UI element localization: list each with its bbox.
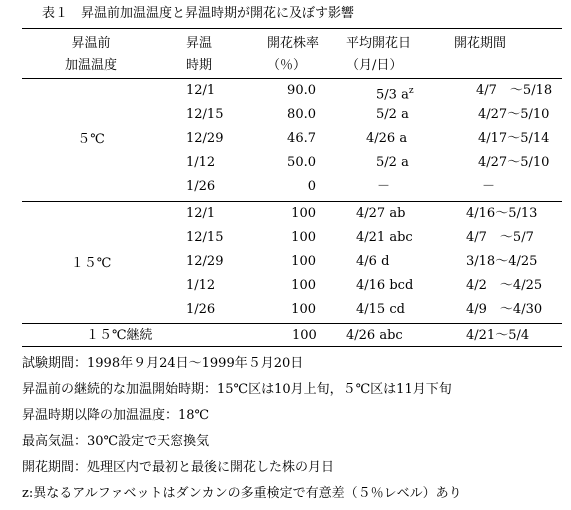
- header-period-line2: 時期: [186, 58, 213, 73]
- cell-rate: 50.0: [287, 155, 316, 170]
- cell-date: [366, 131, 407, 147]
- cell-significance: d: [381, 254, 390, 269]
- cell-date-value: 4/16: [356, 278, 386, 293]
- cell-date-value: 5/2: [376, 155, 397, 170]
- cell-date-value: 4/26: [346, 328, 376, 343]
- header-date-line2: （月/日）: [346, 58, 403, 73]
- cell-period: 12/29: [186, 254, 224, 269]
- cell-date-value: 4/26: [366, 131, 396, 146]
- cell-date: [356, 302, 405, 318]
- cell-significance: abc: [379, 328, 403, 343]
- header-date-line1: 平均開花日: [346, 36, 412, 51]
- cell-rate: 0: [307, 179, 316, 194]
- note-max-temp: 最高気温：30℃設定で天窓換気: [22, 434, 210, 449]
- header-rate-line2: （％）: [267, 58, 307, 73]
- header-rule: [22, 78, 562, 79]
- cell-period: 1/26: [186, 179, 216, 194]
- cell-range: 4/7 ～5/7: [466, 230, 534, 245]
- cell-period: 12/1: [186, 206, 216, 221]
- cell-date: [356, 278, 413, 294]
- cell-significance: bcd: [389, 278, 414, 293]
- cell-date-value: 4/21: [356, 230, 386, 245]
- cell-period: 12/15: [186, 230, 224, 245]
- header-temp-line2: 加温温度: [64, 58, 117, 73]
- cell-date: [356, 230, 413, 246]
- cell-date: [356, 206, 405, 222]
- cell-significance: a: [401, 107, 409, 122]
- cell-date: [376, 107, 409, 123]
- group-rule: [22, 323, 562, 324]
- cell-significance: cd: [389, 302, 405, 317]
- cell-significance: a: [399, 131, 408, 146]
- cell-footnote-mark: z: [408, 86, 414, 96]
- cell-range: 4/16～5/13: [466, 206, 538, 221]
- cell-date-value: －: [377, 179, 391, 194]
- cell-period: 12/1: [186, 83, 216, 98]
- note-significance: z:異なるアルファベットはダンカンの多重検定で有意差（５％レベル）あり: [22, 486, 462, 501]
- cell-range: 4/27～5/10: [478, 155, 550, 170]
- cell-date: [376, 83, 414, 103]
- table-title: 表１ 昇温前加温温度と昇温時期が開花に及ぼす影響: [42, 6, 355, 21]
- cell-significance: a: [401, 87, 409, 103]
- cell-rate: 100: [291, 254, 316, 269]
- cell-range: －: [482, 179, 496, 194]
- cell-period: 12/29: [186, 131, 224, 146]
- group-rule: [22, 201, 562, 202]
- cell-significance: a: [401, 155, 409, 170]
- cell-rate: 100: [291, 302, 316, 317]
- cell-range: 4/17～5/14: [478, 131, 550, 146]
- cell-significance: ab: [389, 206, 406, 221]
- cell-range: 4/21～5/4: [466, 328, 530, 343]
- table-top-rule: [22, 28, 562, 29]
- cell-range: 4/27～5/10: [478, 107, 550, 122]
- header-temp-line1: 昇温前: [71, 36, 111, 51]
- cell-rate: 100: [291, 206, 316, 221]
- note-heating-start: 昇温前の継続的な加温開始時期：15℃区は10月上旬，５℃区は11月下旬: [22, 382, 452, 397]
- cell-period: 1/12: [186, 278, 216, 293]
- cell-range: 3/18～4/25: [466, 254, 538, 269]
- cell-date-value: 4/27: [356, 206, 386, 221]
- cell-rate: 100: [291, 278, 316, 293]
- cell-date-value: 4/6: [356, 254, 377, 269]
- header-rate-line1: 開花株率: [267, 36, 320, 51]
- group-label: ５℃: [77, 132, 105, 147]
- cell-period: 1/26: [186, 302, 216, 317]
- continuous-label: １５℃継続: [86, 328, 153, 343]
- cell-date: [346, 328, 403, 344]
- group-label: １５℃: [70, 256, 112, 271]
- header-period-line1: 昇温: [186, 36, 213, 51]
- table-bottom-rule: [22, 346, 562, 347]
- cell-rate: 100: [291, 230, 316, 245]
- note-test-period: 試験期間：1998年９月24日～1999年５月20日: [22, 356, 304, 371]
- cell-date-value: 5/3: [376, 87, 397, 103]
- cell-significance: abc: [389, 230, 413, 245]
- note-flowering-period: 開花期間：処理区内で最初と最後に開花した株の月日: [22, 460, 335, 475]
- cell-date: [356, 254, 389, 270]
- cell-range: 4/7 ～5/18: [476, 83, 553, 98]
- cell-rate: 100: [292, 328, 317, 343]
- cell-date-value: 4/15: [356, 302, 386, 317]
- cell-period: 12/15: [186, 107, 224, 122]
- header-range-line1: 開花期間: [454, 36, 507, 51]
- cell-period: 1/12: [186, 155, 216, 170]
- cell-range: 4/9 ～4/30: [466, 302, 543, 317]
- note-heating-temp: 昇温時期以降の加温温度：18℃: [22, 408, 210, 423]
- cell-rate: 80.0: [287, 107, 316, 122]
- cell-date-value: 5/2: [376, 107, 397, 122]
- cell-rate: 90.0: [287, 83, 316, 98]
- cell-range: 4/2 ～4/25: [466, 278, 543, 293]
- cell-date: [376, 155, 409, 171]
- cell-rate: 46.7: [287, 131, 316, 146]
